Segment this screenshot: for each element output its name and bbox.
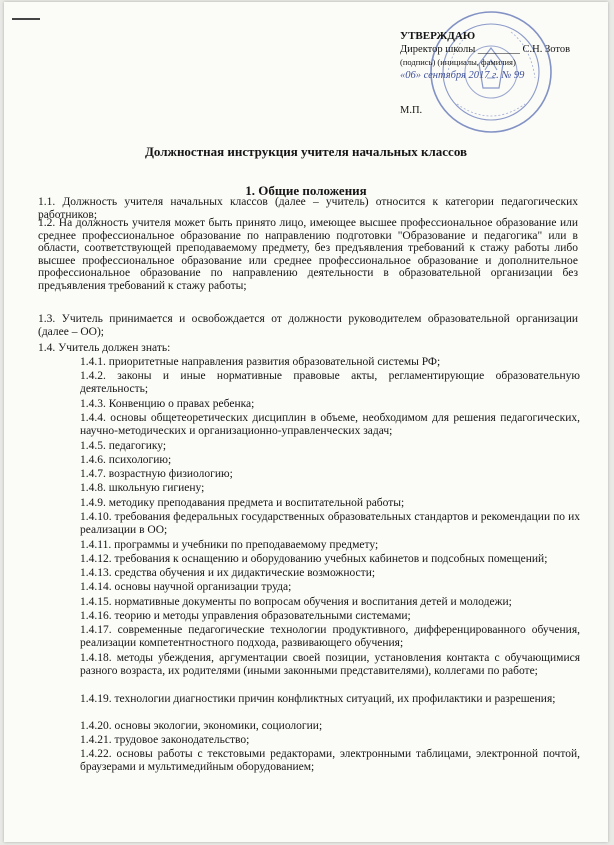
list-item: 1.4.15. нормативные документы по вопросам обучения и воспитания детей и молодежи; bbox=[80, 596, 512, 608]
list-item: 1.4.18. методы убеждения, аргументации своей позиции, установления контакта с обучающимися разного возраста, их родителями (иными законными представителями), коллегами по работе; bbox=[80, 652, 580, 677]
list-item: 1.3. Учитель принимается и освобождается от должности руководителем образовательной организации (далее – ОО); bbox=[38, 313, 578, 338]
list-item: 1.4. Учитель должен знать: bbox=[38, 342, 171, 354]
list-item: 1.4.19. технологии диагностики причин конфликтных ситуаций, их профилактики и разрешения; bbox=[80, 693, 556, 705]
approval-block bbox=[400, 30, 610, 117]
list-item: 1.4.22. основы работы с текстовыми редакторами, электронными таблицами, электронной почтой, браузерами и мультимедийным оборудованием; bbox=[80, 748, 580, 773]
list-item: 1.1. Должность учителя начальных классов (далее – учитель) относится к категории педагогических работников; bbox=[38, 196, 578, 221]
director-line: Директор школы ________ С.Н. Зотов bbox=[400, 44, 571, 55]
document-page bbox=[4, 2, 608, 842]
section-title: 1. Общие положения bbox=[245, 183, 367, 198]
list-item: 1.4.2. законы и иные нормативные правовые акты, регламентирующие образовательную деятельность; bbox=[80, 370, 580, 395]
list-item: 1.4.6. психологию; bbox=[80, 454, 172, 466]
approval-date: «06» сентября 2017 г. № 99 bbox=[400, 70, 525, 81]
list-item: 1.4.12. требования к оснащению и оборудованию учебных кабинетов и подсобных помещений; bbox=[80, 553, 548, 565]
list-item: 1.4.7. возрастную физиологию; bbox=[80, 468, 233, 480]
list-item: 1.2. На должность учителя может быть принято лицо, имеющее высшее профессиональное образование или среднее профессиональное образование по направлению подготовки "Образование и педагогика" или в области, соответствующей преподаваемому предмету, без предъявления требований к стажу работы либо высшее профессиональное образование или среднее профессиональное образование и дополнительное профессиональное образование по направлению деятельности в образовательной организации без предъявления требований к стажу работы; bbox=[38, 217, 578, 292]
list-item: 1.4.11. программы и учебники по преподаваемому предмету; bbox=[80, 539, 379, 551]
list-item: 1.4.10. требования федеральных государственных образовательных стандартов и рекомендации по их реализации в ОО; bbox=[80, 511, 580, 536]
list-item: 1.4.5. педагогику; bbox=[80, 440, 167, 452]
list-item: 1.4.20. основы экологии, экономики, социологии; bbox=[80, 720, 323, 732]
stamp-place: М.П. bbox=[400, 105, 423, 116]
list-item: 1.4.1. приоритетные направления развития образовательной системы РФ; bbox=[80, 356, 441, 368]
list-item: 1.4.4. основы общетеоретических дисциплин в объеме, необходимом для решения педагогических, научно-методических и организационно-управленческих задач; bbox=[80, 412, 580, 437]
list-item: 1.4.14. основы научной организации труда; bbox=[80, 581, 292, 593]
list-item: 1.4.17. современные педагогические технологии продуктивного, дифференцированного обучения, реализации компетентностного подхода, развивающего обучения; bbox=[80, 624, 580, 649]
list-item: 1.4.8. школьную гигиену; bbox=[80, 482, 205, 494]
list-item: 1.4.3. Конвенцию о правах ребенка; bbox=[80, 398, 255, 410]
list-item: 1.4.16. теорию и методы управления образовательными системами; bbox=[80, 610, 411, 622]
document-title: Должностная инструкция учителя начальных классов bbox=[144, 144, 468, 159]
approval-heading: УТВЕРЖДАЮ bbox=[400, 30, 476, 42]
scan-mark bbox=[12, 18, 40, 20]
list-item: 1.4.21. трудовое законодательство; bbox=[80, 734, 250, 746]
list-item: 1.4.9. методику преподавания предмета и воспитательной работы; bbox=[80, 497, 405, 509]
list-item: 1.4.13. средства обучения и их дидактические возможности; bbox=[80, 567, 376, 579]
signature-caption: (подпись) (инициалы, фамилия) bbox=[400, 57, 516, 67]
